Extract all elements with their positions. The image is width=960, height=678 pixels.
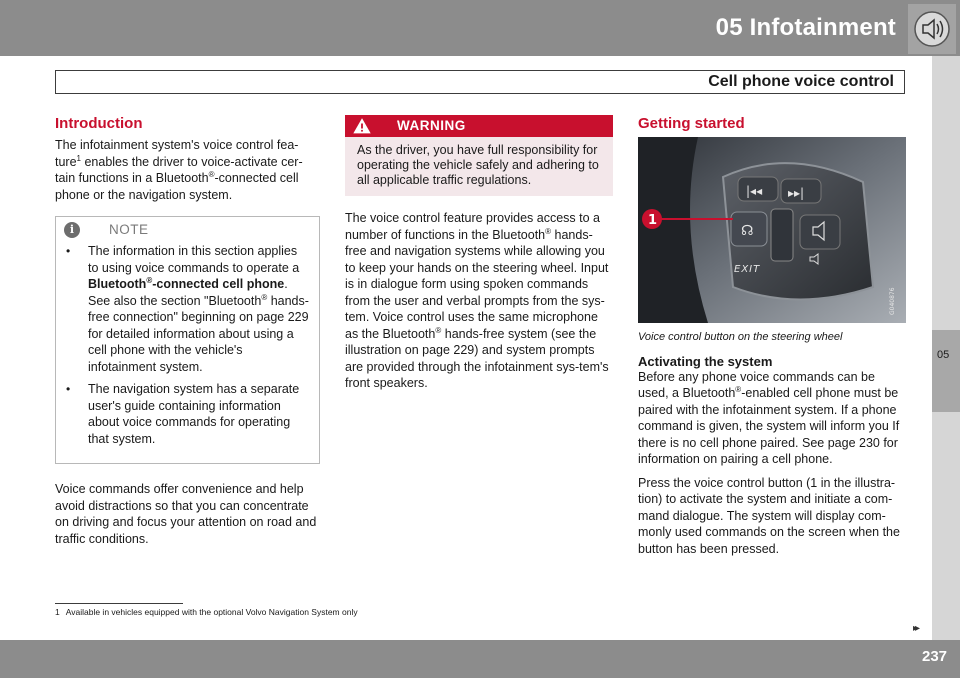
registered-mark: ® xyxy=(545,226,552,236)
intro-paragraph xyxy=(55,137,320,203)
column-left xyxy=(55,115,320,554)
callout-number: 1 xyxy=(648,213,658,228)
vc-text-a: The voice control feature provides access to a number of functions in the Bluetooth xyxy=(345,211,600,242)
warning-triangle-icon xyxy=(353,118,371,134)
warning-box xyxy=(345,115,613,196)
warning-header xyxy=(345,115,613,137)
intro-text-b: enables the driver to voice-activate cer-tain functions in a Bluetooth xyxy=(55,154,303,185)
svg-text:▸▸|: ▸▸| xyxy=(788,186,805,200)
svg-text:|◂◂: |◂◂ xyxy=(746,184,763,198)
footer-bar xyxy=(0,640,960,678)
activating-paragraph-2: Press the voice control button (1 in the illustra-tion) to activate the system and initiate a com-mand dialogue. The system will display com-monly used commands on the screen when the button has been pressed. xyxy=(638,475,900,556)
note-item-1-emphasis xyxy=(88,277,284,291)
registered-mark: ® xyxy=(435,325,442,335)
chapter-icon-box xyxy=(908,4,956,54)
svg-text:☊: ☊ xyxy=(741,223,754,239)
intro-text-a: The infotainment system's voice control fea-ture xyxy=(55,138,299,169)
footnote-number: 1 xyxy=(55,607,60,617)
registered-mark: ® xyxy=(208,169,215,179)
speaker-icon xyxy=(912,9,952,49)
photo-code: G040876 xyxy=(889,287,896,315)
activating-paragraph-1 xyxy=(638,369,906,468)
warning-label: WARNING xyxy=(397,117,466,133)
footnote xyxy=(55,607,358,617)
chapter-tab-label: 05 xyxy=(937,349,950,361)
registered-mark: ® xyxy=(735,384,742,394)
voice-control-paragraph xyxy=(345,210,613,392)
note-item-1 xyxy=(64,243,309,375)
column-middle xyxy=(345,115,613,399)
note-box xyxy=(55,216,320,464)
registered-mark: ® xyxy=(146,275,153,285)
footnote-text: Available in vehicles equipped with the optional Volvo Navigation System only xyxy=(65,607,358,617)
registered-mark: ® xyxy=(261,292,268,302)
photo-caption: Voice control button on the steering wheel xyxy=(638,331,843,343)
page-number: 237 xyxy=(922,648,948,665)
chapter-title: 05 Infotainment xyxy=(715,14,896,41)
note-item-1-text-a: The information in this section applies to using voice commands to operate a xyxy=(88,244,300,275)
act-text-b: -enabled cell phone must be paired with the infotainment system. If a phone command is given, the system will inform you If there is no cell phone paired. See page 230 for information on pairing a cell phone. xyxy=(638,386,900,466)
photo-exit-label: EXIT xyxy=(734,264,761,275)
section-header-bar xyxy=(55,70,905,94)
chapter-tab xyxy=(932,330,960,412)
convenience-paragraph: Voice commands offer convenience and help avoid distractions so that you can concentrate on driving and focus your attention on road and traffic conditions. xyxy=(55,482,317,546)
note-item-2: • The navigation system has a separate user's guide containing information about voice commands for operating that system. xyxy=(64,381,309,447)
steering-wheel-photo xyxy=(638,137,906,323)
column-right xyxy=(638,115,906,564)
note-item-1-text-c: hands-free connection" beginning on page 229 for detailed information about using a cell phone with the vehicle's infotainment system. xyxy=(88,293,309,374)
warning-text: As the driver, you have full responsibility for operating the vehicle safely and adhering to all applicable traffic regulations. xyxy=(357,143,599,187)
act-text-a: Before any phone voice commands can be used, a Bluetooth xyxy=(638,369,875,400)
intro-heading: Introduction xyxy=(55,115,143,132)
note-item-1-text-b: . See also the section "Bluetooth xyxy=(88,277,288,308)
note-emph-a: Bluetooth xyxy=(88,277,147,291)
activating-heading: Activating the system xyxy=(638,353,773,369)
footnote-ref: 1 xyxy=(76,153,81,163)
steering-wheel-illustration xyxy=(638,137,906,323)
getting-started-heading: Getting started xyxy=(638,115,745,132)
vc-text-c: hands-free system (see the illustration on page 229) and system prompts are provided through the infotainment sys-tem's front speakers. xyxy=(345,326,609,390)
note-header xyxy=(64,217,309,243)
note-emph-b: -connected cell phone xyxy=(152,277,285,291)
note-list xyxy=(64,243,309,447)
note-label: NOTE xyxy=(109,221,149,237)
info-icon: i xyxy=(64,222,80,238)
intro-text-c: -connected cell phone or the navigation system. xyxy=(55,171,299,202)
vc-text-b: hands-free and navigation systems while allowing you to keep your hands on the steering wheel. Input is in dialogue form using spoken commands from the user and verbal prompts from the sys-tem. Voice control uses the same microphone as the Bluetooth xyxy=(345,227,609,341)
section-title: Cell phone voice control xyxy=(708,73,894,90)
next-page-arrows: ▸▸ xyxy=(913,623,918,634)
footnote-rule xyxy=(55,603,183,604)
